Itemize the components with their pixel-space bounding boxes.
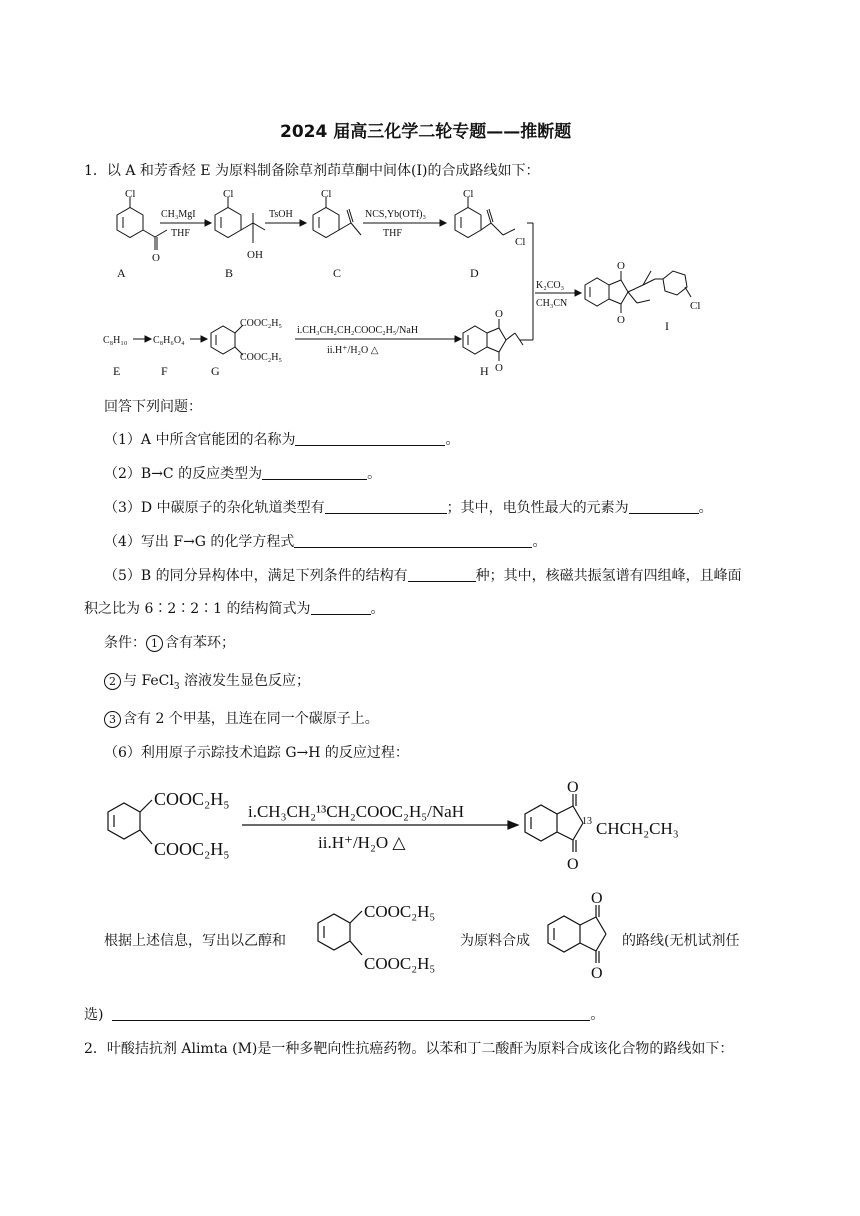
svg-text:i.CH₃CH₂CH₂COOC₂H₅/NaH: i.CH₃CH₂CH₂COOC₂H₅/NaH [297, 325, 419, 336]
compound-c [313, 188, 361, 280]
svg-text:C₈H₆O₄: C₈H₆O₄ [153, 335, 185, 346]
answer-blank-1[interactable] [295, 431, 445, 446]
answer-blank-4[interactable] [294, 533, 532, 548]
svg-text:O: O [152, 252, 160, 264]
label-h: H [480, 364, 489, 378]
label-e: E [113, 364, 121, 378]
compound-i [585, 260, 700, 333]
answer-blank-3a[interactable] [325, 499, 447, 514]
page-title: 2024 届高三化学二轮专题——推断题 [280, 122, 572, 142]
condition-1: 条件： 1 含有苯环； [104, 635, 235, 651]
svg-text:Cl: Cl [223, 188, 234, 200]
sub-question-5-cont: 积之比为 6∶2∶2∶1 的结构简式为 。 [84, 601, 385, 617]
svg-text:O: O [567, 856, 579, 872]
svg-text:13: 13 [582, 816, 592, 827]
svg-text:THF: THF [383, 228, 402, 239]
sub-question-5: （5）B 的同分异构体中，满足下列条件的结构有 种；其中，核磁共振氢谱有四组峰，且峰面 [104, 568, 742, 584]
svg-text:Cl: Cl [125, 188, 136, 200]
synthesis-scheme [95, 185, 735, 380]
svg-text:ii.H⁺/H₂O △: ii.H⁺/H₂O △ [318, 833, 406, 852]
sub-question-3: （3）D 中碳原子的杂化轨道类型有 ；其中，电负性最大的元素为 。 [104, 500, 713, 516]
svg-text:O: O [567, 779, 579, 796]
synthesis-prompt-b: 为原料合成 [460, 933, 530, 949]
svg-text:CH₃CN: CH₃CN [536, 298, 568, 309]
svg-text:O: O [591, 890, 603, 907]
svg-text:TsOH: TsOH [269, 209, 293, 220]
svg-text:COOC₂H₅: COOC₂H₅ [240, 318, 282, 329]
sub-question-1: （1）A 中所含官能团的名称为 。 [104, 432, 460, 448]
label-b: B [225, 266, 234, 280]
synthesis-answer-line: 选) 。 [84, 1007, 605, 1023]
answer-blank-6[interactable] [112, 1006, 590, 1021]
svg-text:Cl: Cl [321, 188, 332, 200]
sub-question-6: （6）利用原子示踪技术追踪 G→H 的反应过程： [104, 745, 409, 761]
compound-b [215, 188, 265, 280]
label-d: D [470, 266, 479, 280]
svg-text:OH: OH [247, 249, 263, 261]
svg-text:i.CH₃CH₂¹³CH₂COOC₂H₅/NaH: i.CH₃CH₂¹³CH₂COOC₂H₅/NaH [248, 802, 464, 821]
svg-text:K₂CO₃: K₂CO₃ [536, 280, 565, 291]
svg-text:COOC₂H₅: COOC₂H₅ [240, 352, 282, 363]
answer-blank-5b[interactable] [311, 600, 371, 615]
synthesis-prompt-c: 的路线(无机试剂任 [622, 933, 740, 949]
question-1-intro: 1．以 A 和芳香烃 E 为原料制备除草剂茚草酮中间体(Ⅰ)的合成路线如下： [84, 163, 540, 179]
label-g: G [211, 364, 220, 378]
compound-h [463, 308, 523, 378]
question-2-intro: 2．叶酸拮抗剂 Alimta (M)是一种多靶向性抗癌药物。以苯和丁二酸酐为原料合成该化合物的路线如下： [84, 1041, 734, 1057]
svg-text:COOC₂H₅: COOC₂H₅ [154, 789, 230, 809]
svg-text:O: O [591, 965, 603, 980]
svg-text:Cl: Cl [690, 300, 701, 312]
tracer-reaction [100, 772, 720, 872]
compound-a [117, 188, 167, 280]
svg-text:CHCH₂CH₃: CHCH₂CH₃ [596, 819, 679, 838]
sub-question-2: （2）B→C 的反应类型为 。 [104, 466, 382, 482]
compound-d [455, 188, 525, 280]
svg-text:THF: THF [171, 228, 190, 239]
svg-text:Cl: Cl [463, 188, 474, 200]
svg-text:O: O [617, 314, 625, 326]
svg-text:COOC₂H₅: COOC₂H₅ [364, 954, 436, 973]
svg-text:O: O [495, 362, 503, 374]
indandione-structure [542, 888, 624, 980]
diester-structure [312, 893, 462, 975]
svg-text:O: O [495, 308, 503, 320]
compound-g [211, 318, 282, 378]
svg-text:O: O [617, 260, 625, 272]
label-c: C [333, 266, 342, 280]
svg-text:COOC₂H₅: COOC₂H₅ [154, 839, 230, 859]
svg-text:Cl: Cl [515, 236, 526, 248]
condition-3: 3 含有 2 个甲基，且连在同一个碳原子上。 [104, 708, 379, 728]
answer-blank-3b[interactable] [629, 499, 699, 514]
synthesis-prompt-a: 根据上述信息，写出以乙醇和 [104, 933, 286, 949]
svg-text:C₈H₁₀: C₈H₁₀ [103, 335, 128, 346]
answer-blank-2[interactable] [262, 465, 367, 480]
svg-text:NCS,Yb(OTf)₃: NCS,Yb(OTf)₃ [365, 209, 426, 220]
sub-question-4: （4）写出 F→G 的化学方程式 。 [104, 534, 547, 550]
prompt: 回答下列问题： [104, 399, 202, 415]
condition-2: 2 与 FeCl$_3$ 溶液发生显色反应； [104, 670, 310, 692]
svg-text:CH₃MgI: CH₃MgI [161, 209, 196, 220]
answer-blank-5a[interactable] [408, 567, 476, 582]
label-a: A [117, 266, 126, 280]
label-f: F [161, 364, 168, 378]
svg-text:COOC₂H₅: COOC₂H₅ [364, 902, 436, 921]
svg-text:ii.H⁺/H₂O △: ii.H⁺/H₂O △ [327, 345, 379, 356]
label-i: I [665, 319, 669, 333]
